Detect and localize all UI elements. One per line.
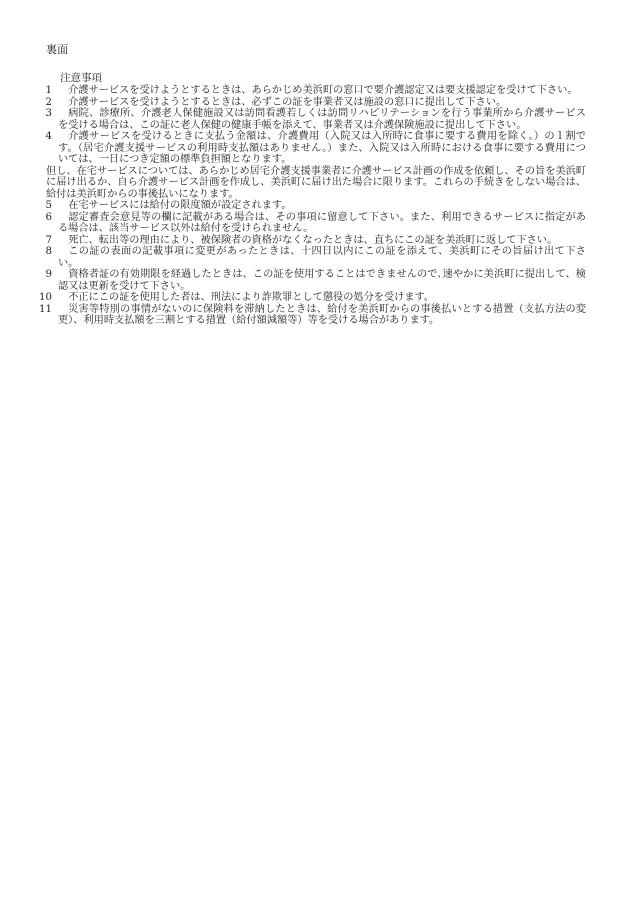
note-text: 介護サービスを受けようとするときは、必ずこの証を事業者又は施設の窓口に提出して下さい。 bbox=[68, 96, 507, 108]
notes-section-title: 注意事項 bbox=[60, 72, 102, 84]
note-text: 不正にこの証を使用した者は、刑法により詐欺罪として懲役の処分を受けます。 bbox=[68, 292, 435, 303]
note-proviso bbox=[36, 166, 586, 201]
note-text: 在宅サービスには給付の限度額が設定されます。 bbox=[68, 200, 292, 211]
note-number: 7 bbox=[45, 234, 52, 246]
note-item bbox=[36, 108, 586, 131]
note-item bbox=[36, 131, 586, 166]
note-number: 9 bbox=[45, 269, 52, 280]
note-number: 6 bbox=[45, 211, 52, 223]
note-number: 3 bbox=[45, 108, 52, 119]
note-number: 1 bbox=[45, 85, 52, 96]
note-item bbox=[36, 246, 586, 269]
note-text: 病院、診療所、介護老人保健施設又は訪問看護若しくは訪問リハビリテーションを行う事業所から介護サービスを受ける場合は、この証に老人保健の健康手帳を添えて、事業者又は介護保険施設に提出して下さい。 bbox=[58, 108, 586, 131]
note-number: 4 bbox=[45, 131, 52, 142]
note-item bbox=[36, 85, 586, 97]
note-number: 5 bbox=[45, 200, 52, 211]
note-text: 介護サービスを受けるときに支払う金額は、介護費用（入院又は入所時に食事に要する費用を除く。）の１割です。（居宅介護支援サービスの利用時支払額はありません。）また、入院又は入所時における食事に要する費用については、一日につき定額の標準負担額となります。 bbox=[58, 131, 586, 165]
note-text: この証の表面の記載事項に変更があったときは、十四日以内にこの証を添えて、美浜町にその旨届け出て下さい。 bbox=[58, 246, 586, 269]
note-item bbox=[36, 292, 586, 304]
note-item bbox=[36, 97, 586, 109]
note-number: 10 bbox=[39, 292, 52, 303]
note-item bbox=[36, 304, 586, 327]
note-item bbox=[36, 235, 586, 247]
note-proviso-text: 但し、在宅サービスについては、あらかじめ居宅介護支援事業者に介護サービス計画の作成を依頼し、その旨を美浜町に届け出るか、自ら介護サービス計画を作成し、美浜町に届け出た場合に限ります。これらの手続きをしない場合は、給付は美浜町からの事後払いになります。 bbox=[46, 165, 586, 200]
note-text: 資格者証の有効期限を経過したときは、この証を使用することはできませんので､速やかに美浜町に提出して、検認又は更新を受けて下さい。 bbox=[58, 269, 586, 292]
note-item bbox=[36, 212, 586, 235]
note-text: 認定審査会意見等の欄に記載がある場合は、その事項に留意して下さい。また、利用できるサービスに指定がある場合は、該当サービス以外は給付を受けられません。 bbox=[58, 211, 586, 234]
note-number: 11 bbox=[39, 303, 52, 315]
page-side-label: 裏面 bbox=[46, 43, 69, 56]
note-text: 介護サービスを受けようとするときは、あらかじめ美浜町の窓口で要介護認定又は要支援認定を受けて下さい。 bbox=[68, 85, 578, 96]
note-item bbox=[36, 200, 586, 212]
notes-list bbox=[36, 85, 586, 327]
note-text: 災害等特別の事情がないのに保険料を滞納したときは、給付を美浜町からの事後払いとする措置（支払方法の変更）、利用時支払額を三割とする措置（給付額減額等）等を受ける場合があります。 bbox=[58, 303, 586, 326]
note-number: 8 bbox=[45, 246, 52, 257]
note-item bbox=[36, 269, 586, 292]
note-number: 2 bbox=[45, 96, 52, 108]
note-text: 死亡、転出等の理由により、被保険者の資格がなくなったときは、直ちにこの証を美浜町に返して下さい。 bbox=[68, 234, 558, 246]
